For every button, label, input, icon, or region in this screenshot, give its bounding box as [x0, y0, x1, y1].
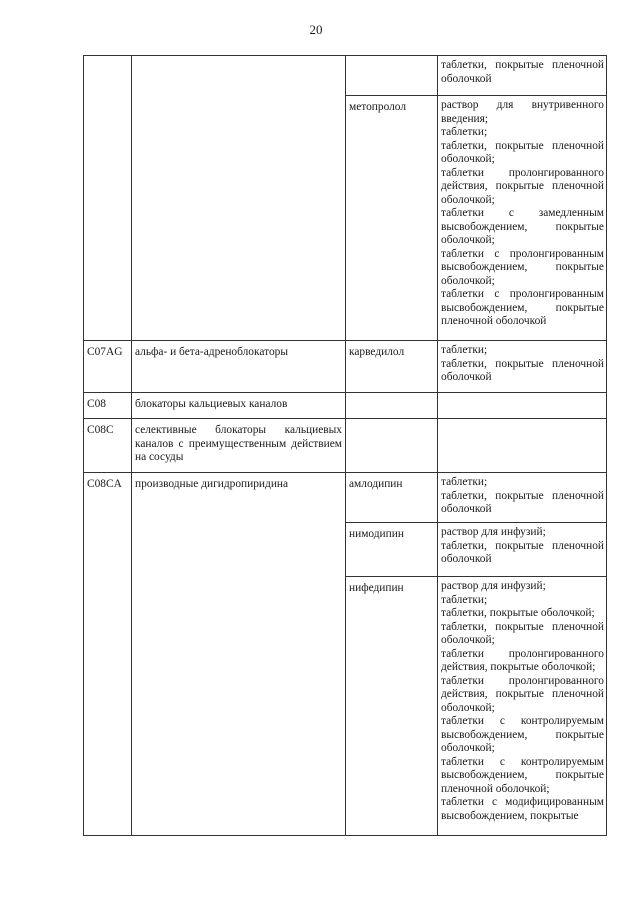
dosage-form: таблетки пролонгированного действия, покрытые пленочной оболочкой; [441, 674, 604, 714]
dosage-form: таблетки, покрытые пленочной оболочкой [441, 539, 604, 565]
drug-table [83, 55, 607, 836]
dosage-form-cell [438, 341, 607, 393]
drug-cell [346, 419, 438, 473]
dosage-form-cell [438, 393, 607, 419]
dosage-form-cell [438, 577, 607, 836]
dosage-form-cell [438, 96, 607, 341]
dosage-form: раствор для инфузий; [441, 580, 546, 592]
dosage-form-cell [438, 56, 607, 96]
dosage-form: таблетки с пролонгированным высвобождением, покрытые оболочкой; [441, 247, 604, 287]
dosage-form: таблетки, покрытые пленочной оболочкой; [441, 620, 604, 646]
group-cell: селективные блокаторы кальциевых каналов с преимущественным действием на сосуды [132, 419, 346, 473]
drug-cell: амлодипин [346, 473, 438, 523]
dosage-form: таблетки с модифицированным высвобождением, покрытые [441, 796, 604, 822]
drug-cell [346, 56, 438, 96]
table-row [84, 56, 607, 96]
dosage-form: таблетки; [441, 344, 488, 356]
dosage-form: таблетки с пролонгированным высвобождением, покрытые пленочной оболочкой [441, 288, 604, 327]
drug-cell [346, 393, 438, 419]
table-row [84, 341, 607, 393]
dosage-form: таблетки, покрытые пленочной оболочкой [441, 357, 604, 383]
dosage-form: таблетки с замедленным высвобождением, покрытые оболочкой; [441, 207, 604, 246]
drug-cell: метопролол [346, 96, 438, 341]
group-cell: альфа- и бета-адреноблокаторы [132, 341, 346, 393]
dosage-form: раствор для внутривенного введения; [441, 99, 604, 125]
atc-code-cell: C07AG [84, 341, 132, 393]
dosage-form: таблетки, покрытые пленочной оболочкой [441, 59, 604, 85]
group-cell: производные дигидропиридина [132, 473, 346, 836]
table-row [84, 473, 607, 523]
dosage-form: таблетки; [441, 476, 488, 488]
dosage-form: таблетки; [441, 593, 488, 606]
drug-cell: нифедипин [346, 577, 438, 836]
dosage-form-cell [438, 419, 607, 473]
page-number: 20 [309, 22, 323, 37]
dosage-form: таблетки, покрытые пленочной оболочкой [441, 489, 604, 515]
atc-code-cell: C08 [84, 393, 132, 419]
group-cell [132, 56, 346, 341]
drug-cell: карведилол [346, 341, 438, 393]
dosage-form: таблетки пролонгированного действия, покрытые оболочкой; [441, 647, 604, 673]
dosage-form: таблетки с контролируемым высвобождением, покрытые пленочной оболочкой; [441, 755, 604, 795]
table-row [84, 419, 607, 473]
dosage-form: таблетки, покрытые оболочкой; [441, 607, 595, 619]
atc-code-cell: C08CA [84, 473, 132, 836]
table-row [84, 393, 607, 419]
dosage-form-cell [438, 523, 607, 577]
dosage-form-cell [438, 473, 607, 523]
drug-cell: нимодипин [346, 523, 438, 577]
dosage-form: таблетки; [441, 126, 488, 138]
group-cell: блокаторы кальциевых каналов [132, 393, 346, 419]
atc-code-cell [84, 56, 132, 341]
dosage-form: таблетки, покрытые пленочной оболочкой; [441, 139, 604, 165]
atc-code-cell: C08C [84, 419, 132, 473]
dosage-form: таблетки пролонгированного действия, покрытые пленочной оболочкой; [441, 166, 604, 206]
dosage-form: таблетки с контролируемым высвобождением, покрытые оболочкой; [441, 715, 604, 754]
dosage-form: раствор для инфузий; [441, 526, 546, 538]
